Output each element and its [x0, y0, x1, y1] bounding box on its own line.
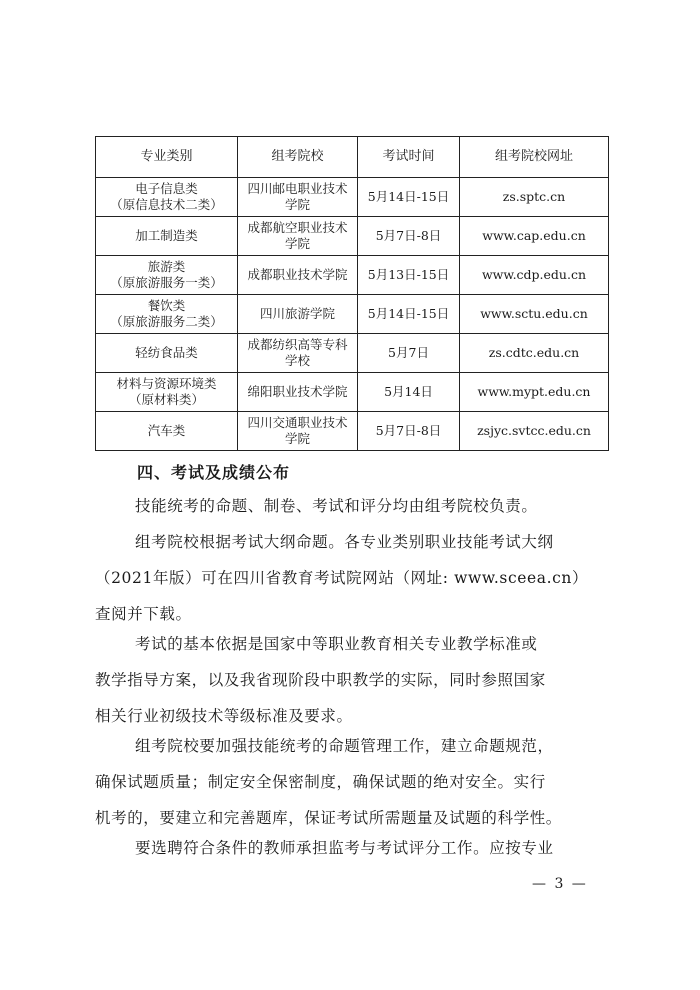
cell-category-line: （原旅游服务一类）	[110, 275, 223, 290]
cell-category-line: 加工制造类	[135, 228, 198, 243]
cell-category-line: 餐饮类	[147, 298, 186, 313]
cell-category	[96, 178, 238, 217]
cell-category	[96, 295, 238, 334]
cell-category-line: （原信息技术二类）	[110, 197, 223, 212]
header-time: 考试时间	[358, 137, 460, 178]
cell-school-line: 学院	[284, 236, 310, 251]
cell-time: 5月7日	[358, 334, 460, 373]
cell-school-line: 成都纺织高等专科	[247, 337, 348, 352]
cell-time: 5月13日-15日	[358, 256, 460, 295]
cell-school	[238, 334, 358, 373]
cell-school-line: 学院	[284, 197, 310, 212]
cell-website: www.sctu.edu.cn	[460, 295, 609, 334]
cell-school	[238, 256, 358, 295]
paragraph-line: 查阅并下载。	[95, 605, 192, 623]
cell-category	[96, 256, 238, 295]
cell-category-line: 电子信息类	[135, 181, 198, 196]
header-category: 专业类别	[96, 137, 238, 178]
cell-time: 5月7日-8日	[358, 217, 460, 256]
paragraph-line: 相关行业初级技术等级标准及要求。	[95, 707, 353, 725]
table-row	[96, 256, 609, 295]
paragraph-line: 组考院校根据考试大纲命题。各专业类别职业技能考试大纲	[135, 533, 554, 551]
cell-category-line: 轻纺食品类	[135, 345, 198, 360]
cell-school-line: 成都职业技术学院	[247, 267, 348, 282]
paragraph-1	[95, 488, 610, 524]
cell-time: 5月14日-15日	[358, 178, 460, 217]
table-row	[96, 295, 609, 334]
cell-category	[96, 334, 238, 373]
table-row	[96, 217, 609, 256]
cell-school-line: 四川邮电职业技术	[247, 181, 348, 196]
cell-website: zs.sptc.cn	[460, 178, 609, 217]
table-row	[96, 412, 609, 451]
cell-category-line: 汽车类	[147, 423, 186, 438]
cell-category-line: （原材料类）	[128, 392, 204, 407]
paragraph-4	[95, 728, 610, 836]
cell-school-line: 绵阳职业技术学院	[247, 384, 348, 399]
cell-category	[96, 412, 238, 451]
table-row	[96, 334, 609, 373]
section-heading: 四、考试及成绩公布	[137, 463, 291, 482]
cell-category	[96, 373, 238, 412]
paragraph-line: （2021年版）可在四川省教育考试院网站（网址: www.sceea.cn）	[95, 569, 589, 587]
cell-school	[238, 178, 358, 217]
cell-website: www.cdp.edu.cn	[460, 256, 609, 295]
table-body	[96, 178, 609, 451]
paragraph-line: 技能统考的命题、制卷、考试和评分均由组考院校负责。	[135, 497, 538, 515]
cell-category-line: 材料与资源环境类	[116, 376, 217, 391]
paragraph-2	[95, 524, 610, 632]
cell-school	[238, 373, 358, 412]
table-row	[96, 178, 609, 217]
paragraph-line: 确保试题质量；制定安全保密制度，确保试题的绝对安全。实行	[95, 773, 546, 791]
header-website: 组考院校网址	[460, 137, 609, 178]
cell-time: 5月14日-15日	[358, 295, 460, 334]
page-number: — 3 —	[532, 876, 588, 892]
cell-category	[96, 217, 238, 256]
cell-website: zs.cdtc.edu.cn	[460, 334, 609, 373]
cell-category-line: （原旅游服务二类）	[110, 314, 223, 329]
cell-time: 5月14日	[358, 373, 460, 412]
cell-time: 5月7日-8日	[358, 412, 460, 451]
paragraph-3	[95, 626, 610, 734]
paragraph-5	[95, 830, 610, 866]
cell-school-line: 学校	[284, 353, 310, 368]
paragraph-line: 组考院校要加强技能统考的命题管理工作，建立命题规范，	[135, 737, 554, 755]
cell-school-line: 成都航空职业技术	[247, 220, 348, 235]
cell-school-line: 四川旅游学院	[259, 306, 335, 321]
header-school: 组考院校	[238, 137, 358, 178]
paragraph-line: 教学指导方案，以及我省现阶段中职教学的实际，同时参照国家	[95, 671, 546, 689]
cell-website: zsjyc.svtcc.edu.cn	[460, 412, 609, 451]
paragraph-line: 考试的基本依据是国家中等职业教育相关专业教学标准或	[135, 635, 538, 653]
table-header-row	[96, 137, 609, 178]
cell-school-line: 学院	[284, 431, 310, 446]
cell-category-line: 旅游类	[147, 259, 186, 274]
cell-school	[238, 295, 358, 334]
paragraph-line: 要选聘符合条件的教师承担监考与考试评分工作。应按专业	[135, 839, 554, 857]
exam-schedule-table	[95, 136, 609, 451]
cell-school	[238, 412, 358, 451]
cell-website: www.cap.edu.cn	[460, 217, 609, 256]
paragraph-line: 机考的，要建立和完善题库，保证考试所需题量及试题的科学性。	[95, 809, 562, 827]
cell-school	[238, 217, 358, 256]
cell-school-line: 四川交通职业技术	[247, 415, 348, 430]
table-row	[96, 373, 609, 412]
cell-website: www.mypt.edu.cn	[460, 373, 609, 412]
